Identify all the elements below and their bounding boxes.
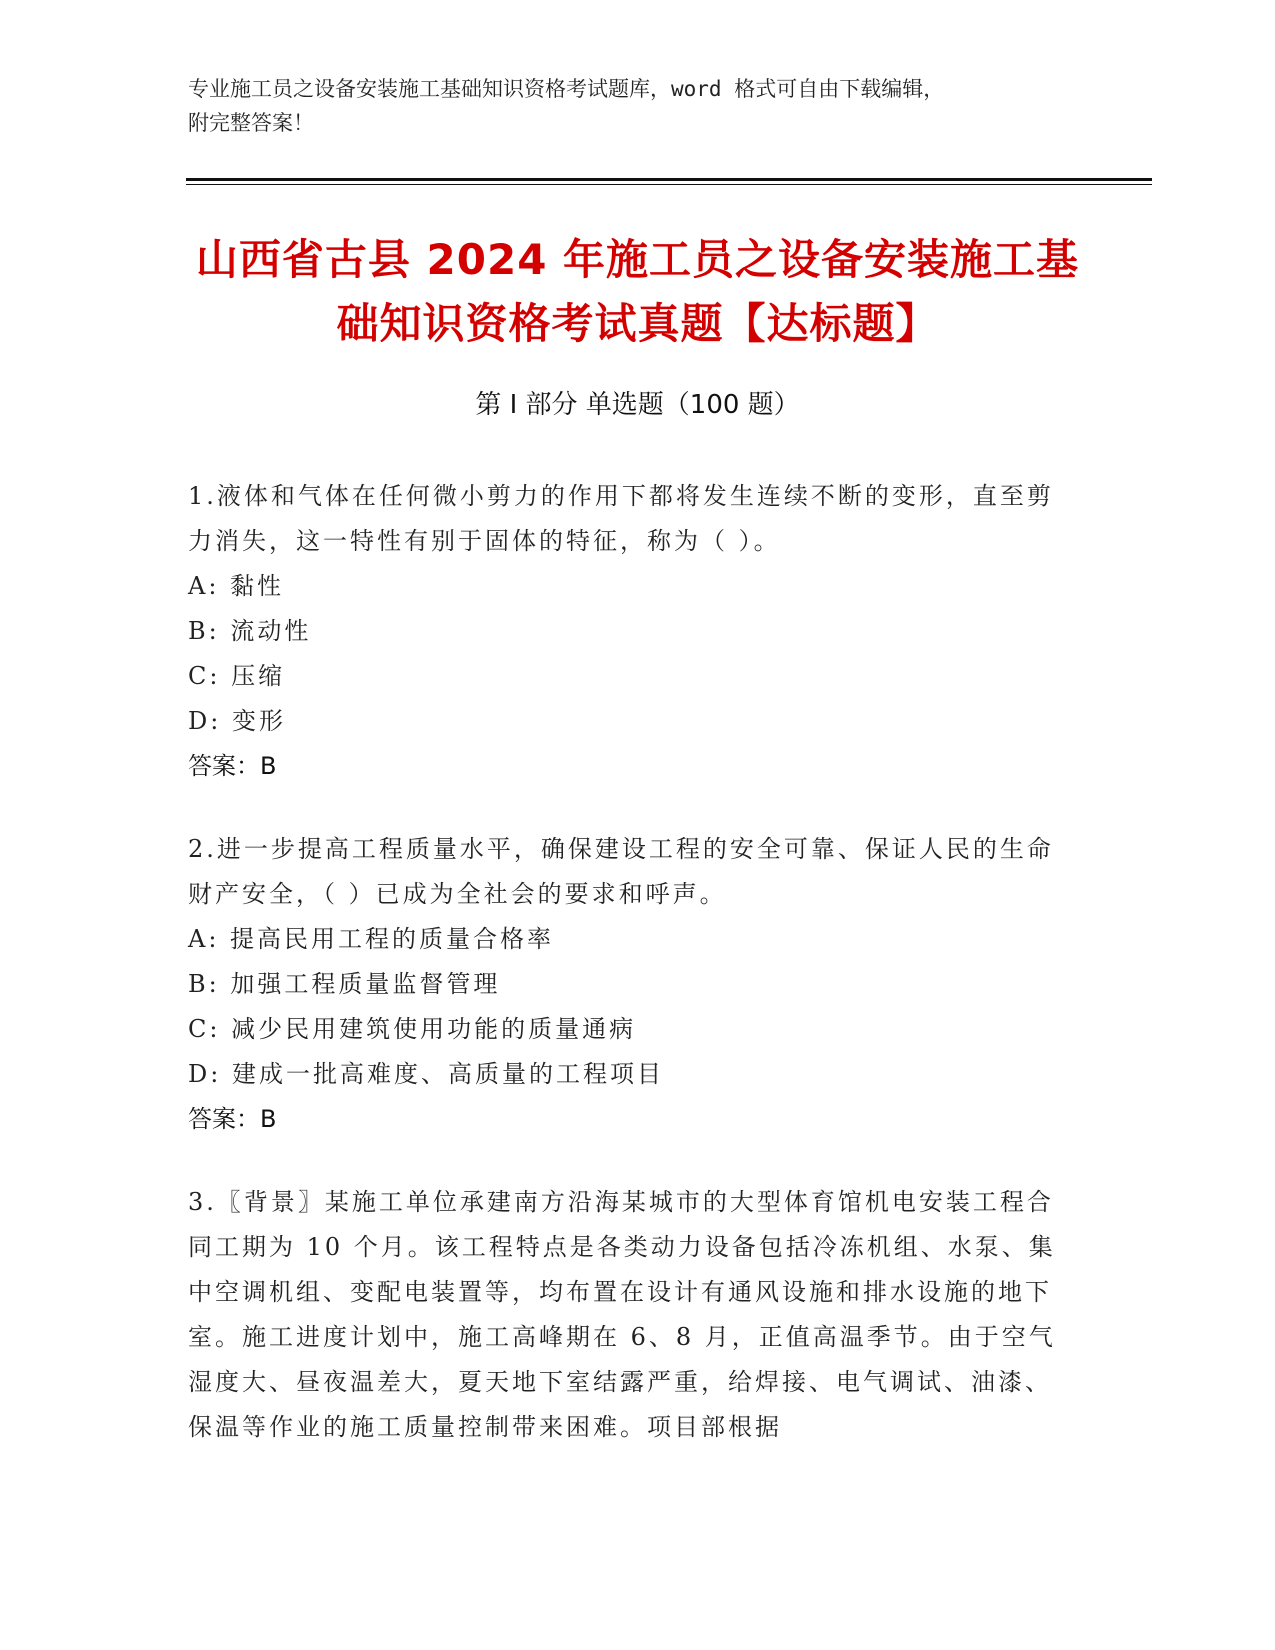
question-1	[188, 474, 1068, 789]
answer-line: 答案：B	[188, 1105, 277, 1133]
question-2	[188, 827, 1068, 1142]
document-title-line-1: 山西省古县 2024 年施工员之设备安装施工基	[195, 235, 1080, 284]
section-heading: 第 I 部分 单选题（100 题）	[475, 390, 800, 420]
question-3	[188, 1180, 1068, 1450]
option-a: A: 黏性	[188, 572, 285, 600]
option-b: B: 流动性	[188, 617, 312, 645]
document-title	[120, 228, 1155, 356]
option-d: D: 变形	[188, 707, 286, 735]
header-note-line-1: 专业施工员之设备安装施工基础知识资格考试题库，word 格式可自由下载编辑，	[188, 77, 945, 101]
header-note-line-2: 附完整答案！	[188, 111, 314, 135]
option-d: D: 建成一批高难度、高质量的工程项目	[188, 1060, 664, 1088]
question-list	[188, 474, 1068, 1488]
header-note	[188, 72, 1088, 140]
answer-line: 答案：B	[188, 752, 277, 780]
header-divider-thin	[186, 184, 1152, 185]
document-title-line-2: 础知识资格考试真题【达标题】	[336, 299, 939, 348]
question-stem: 2.进一步提高工程质量水平，确保建设工程的安全可靠、保证人民的生命财产安全，（ ）已成为全社会的要求和呼声。	[188, 835, 1054, 908]
question-stem: 1.液体和气体在任何微小剪力的作用下都将发生连续不断的变形，直至剪力消失，这一特性有别于固体的特征，称为（ ）。	[188, 482, 1054, 555]
option-c: C: 减少民用建筑使用功能的质量通病	[188, 1015, 637, 1043]
option-c: C: 压缩	[188, 662, 286, 690]
header-divider-thick	[186, 178, 1152, 181]
option-a: A: 提高民用工程的质量合格率	[188, 925, 555, 953]
option-b: B: 加强工程质量监督管理	[188, 970, 501, 998]
question-stem: 3.〖背景〗某施工单位承建南方沿海某城市的大型体育馆机电安装工程合同工期为 10 个月。该工程特点是各类动力设备包括冷冻机组、水泵、集中空调机组、变配电装置等，均布置在设计有通风设施和排水设施的地下室。施工进度计划中，施工高峰期在 6、8 月，正值高温季节。由于空气湿度大、昼夜温差大，夏天地下室结露严重，给焊接、电气调试、油漆、保温等作业的施工质量控制带来困难。项目部根据	[188, 1188, 1056, 1441]
